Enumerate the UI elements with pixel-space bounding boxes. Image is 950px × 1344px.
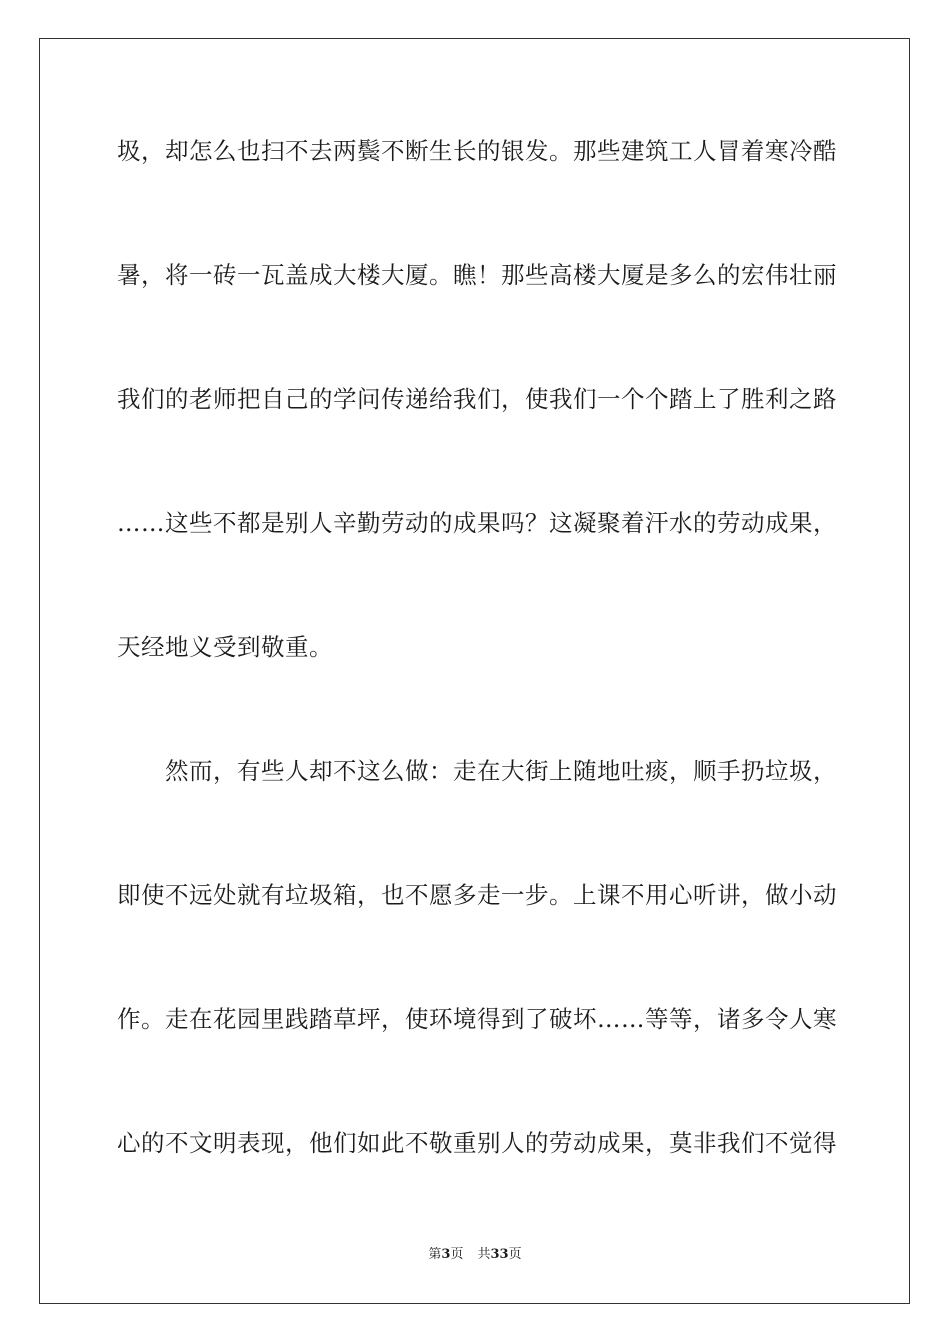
body-line-2: 暑，将一砖一瓦盖成大楼大厦。瞧！那些高楼大厦是多么的宏伟壮丽 xyxy=(117,261,837,289)
total-pages: 33 xyxy=(490,1247,509,1262)
page-prefix: 第 xyxy=(428,1247,442,1262)
body-line-3: 我们的老师把自己的学问传递给我们，使我们一个个踏上了胜利之路 xyxy=(117,385,837,413)
body-line-4: ……这些不都是别人辛勤劳动的成果吗？这凝聚着汗水的劳动成果， xyxy=(117,509,837,537)
body-line-9: 心的不文明表现，他们如此不敬重别人的劳动成果，莫非我们不觉得 xyxy=(117,1129,837,1157)
body-line-7: 即使不远处就有垃圾箱，也不愿多走一步。上课不用心听讲，做小动 xyxy=(117,881,837,909)
page-number: 3 xyxy=(441,1247,451,1262)
total-suffix: 页 xyxy=(508,1247,522,1262)
body-line-8: 作。走在花园里践踏草坪，使环境得到了破坏……等等，诸多令人寒 xyxy=(117,1005,837,1033)
page-border xyxy=(39,38,910,1304)
body-line-5: 天经地义受到敬重。 xyxy=(117,633,333,661)
body-line-6: 然而，有些人却不这么做：走在大街上随地吐痰，顺手扔垃圾， xyxy=(165,757,837,785)
page-footer xyxy=(0,1246,950,1264)
body-line-1: 圾，却怎么也扫不去两鬓不断生长的银发。那些建筑工人冒着寒冷酷 xyxy=(117,137,837,165)
total-prefix: 共 xyxy=(477,1247,491,1262)
page-suffix: 页 xyxy=(450,1247,464,1262)
